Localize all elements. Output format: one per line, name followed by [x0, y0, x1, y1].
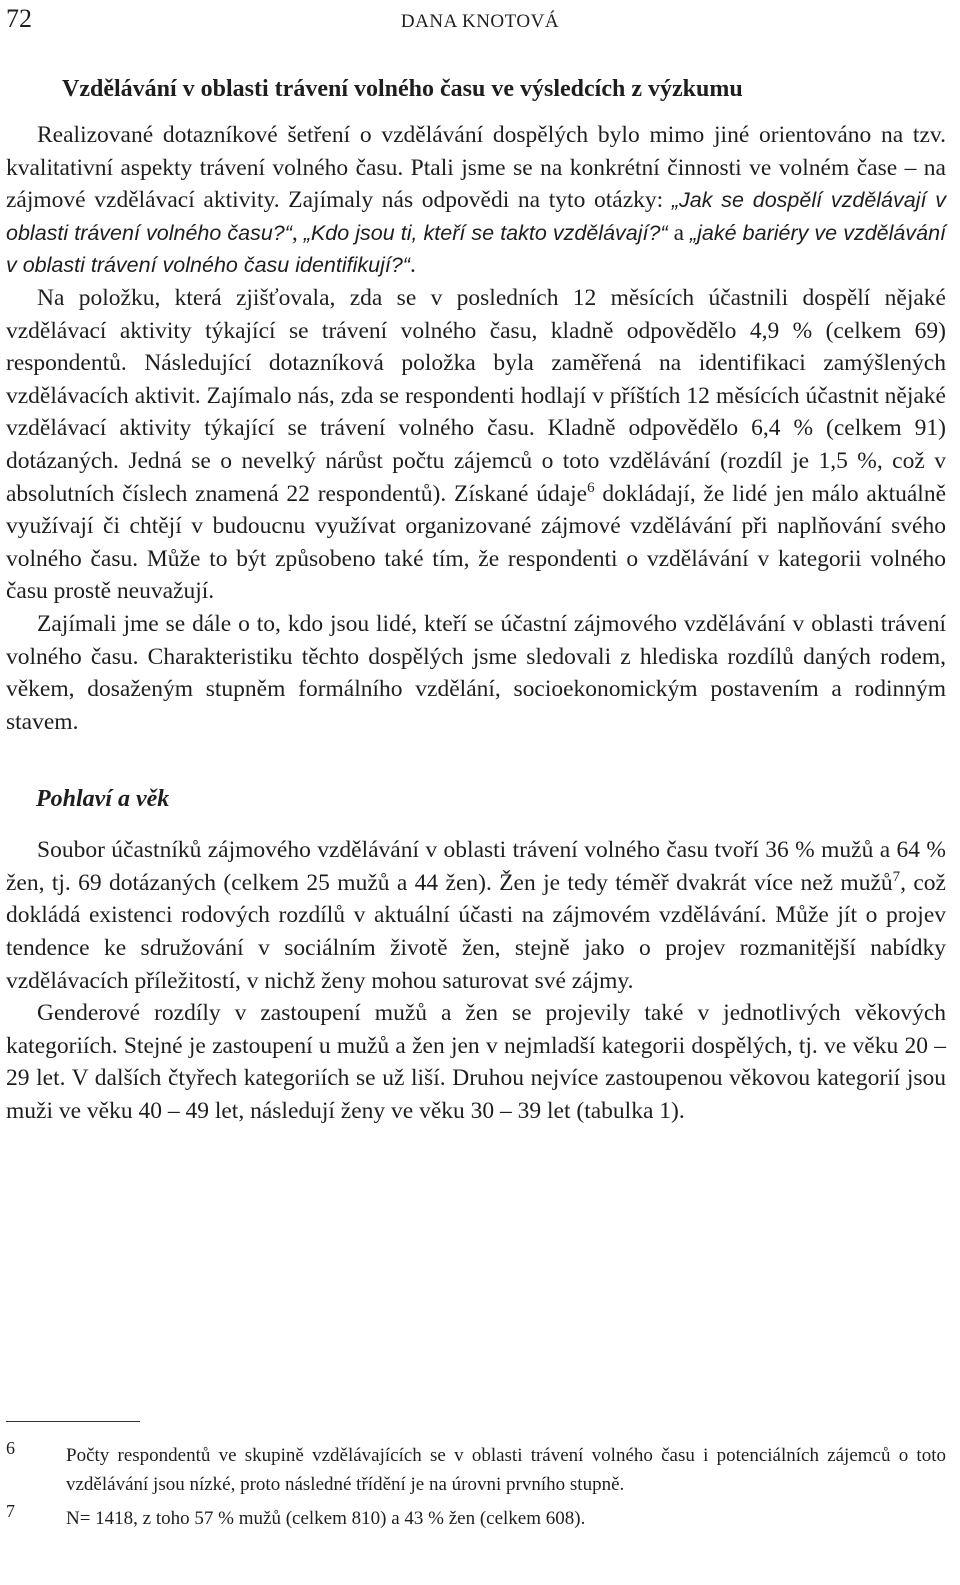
paragraph-1-text-a: Realizované dotazníkové šetření o vzdělávání dospělých bylo mimo jiné orientováno na tzv. kvalitativní aspekty trávení volného času. Ptali jsme se na konkrétní činnosti ve volném čase – na zájmové vzdělávací aktivity. Zajímaly nás odpovědi na tyto otázky: — [6, 122, 946, 214]
footnote-mark: 7 — [6, 1501, 15, 1521]
footnotes — [6, 1421, 946, 1540]
running-head-author: DANA KNOTOVÁ — [400, 11, 560, 32]
paragraph-4 — [6, 834, 946, 997]
question-3: „jaké bariéry ve vzdělávání v oblasti trávení volného času identifikují?“ — [6, 220, 946, 278]
footnote-mark: 6 — [6, 1438, 15, 1458]
page-number: 72 — [6, 4, 32, 33]
footnote-divider — [6, 1421, 140, 1422]
footnote-text: N= 1418, z toho 57 % mužů (celkem 810) a 43 % žen (celkem 608). — [66, 1508, 586, 1529]
footnote-6 — [6, 1438, 946, 1499]
paragraph-1 — [6, 119, 946, 282]
paragraph-1-text-c: a — [667, 219, 690, 246]
footnote-7 — [6, 1501, 946, 1534]
footnote-ref-7[interactable]: 7 — [892, 869, 901, 886]
paragraph-2 — [6, 282, 946, 608]
running-head — [6, 4, 954, 34]
paragraph-5: Genderové rozdíly v zastoupení mužů a žen se projevily také v jednotlivých věkových kategoriích. Stejné je zastoupení u mužů a žen jen v nejmladší kategorii dospělých, tj. ve věku 20 – 29 let. V dalších čtyřech kategoriích se už liší. Druhou nejvíce zastoupenou věkovou kategorií jsou muži ve věku 40 – 49 let, následují ženy ve věku 30 – 39 let (tabulka 1). — [6, 1000, 946, 1125]
question-2: „Kdo jsou ti, kteří se takto vzdělávají?“ — [303, 220, 668, 245]
subsection-title: Pohlaví a věk — [36, 786, 170, 813]
paragraph-1-text-d: . — [409, 252, 416, 279]
paragraph-1-text-b: , — [291, 219, 304, 246]
paragraph-2-text-a: Na položku, která zjišťovala, zda se v posledních 12 měsících účastnili dospělí nějaké vzdělávací aktivity týkající se trávení volného času, kladně odpovědělo 4,9 % (celkem 69) respondentů. Následující dotazníková položka byla zaměřená na identifikaci zamýšlených vzdělávacích aktivit. Zajímalo nás, zda se respondenti hodlají v příštích 12 měsících účastnit nějaké vzdělávací aktivity týkající se trávení volného času. Kladně odpovědělo 6,4 % (celkem 91) dotázaných. Jedná se o nevelký nárůst počtu zájemců o toto vzdělávání (rozdíl je 1,5 %, což v absolutních číslech znamená 22 respondentů). Získané údaje — [6, 284, 946, 507]
section-title: Vzdělávání v oblasti trávení volného času ve výsledcích z výzkumu — [62, 76, 743, 102]
paragraph-2-text-b: dokládají, že lidé jen málo aktuálně využívají či chtějí v budoucnu využívat organizované zájmové vzdělávání při naplňování svého volného času. Může to být způsobeno také tím, že respondenti o vzdělávání v kategorii volného času prostě neuvažují. — [6, 480, 946, 605]
footnote-text: Počty respondentů ve skupině vzdělávajících se v oblasti trávení volného času i potenciálních zájemců o toto vzdělávání jsou nízké, proto následné třídění je na úrovni prvního stupně. — [66, 1445, 946, 1495]
paragraph-3: Zajímali jme se dále o to, kdo jsou lidé, kteří se účastní zájmového vzdělávání v oblasti trávení volného času. Charakteristiku těchto dospělých jsme sledovali z hlediska rozdílů daných rodem, věkem, dosaženým stupněm formálního vzdělání, socioekonomickým postavením a rodinným stavem. — [6, 610, 946, 735]
paragraph-4-text-b: , což dokládá existenci rodových rozdílů v aktuální účasti na zájmovém vzdělávání. Může jít o projev tendence ke sdružování v sociálním životě žen, stejně jako o projev rozmanitější nabídky vzdělávacích příležitostí, v nichž ženy mohou saturovat své zájmy. — [6, 869, 946, 994]
paragraph-4-text-a: Soubor účastníků zájmového vzdělávání v oblasti trávení volného času tvoří 36 % mužů a 64 % žen, tj. 69 dotázaných (celkem 25 mužů a 44 žen). Žen je tedy téměř dvakrát více než mužů — [6, 837, 946, 896]
question-1: „Jak se dospělí vzdělávají v oblasti trávení volného času?“ — [6, 188, 947, 245]
body-text — [6, 72, 946, 1128]
footnote-ref-6[interactable]: 6 — [587, 479, 595, 496]
